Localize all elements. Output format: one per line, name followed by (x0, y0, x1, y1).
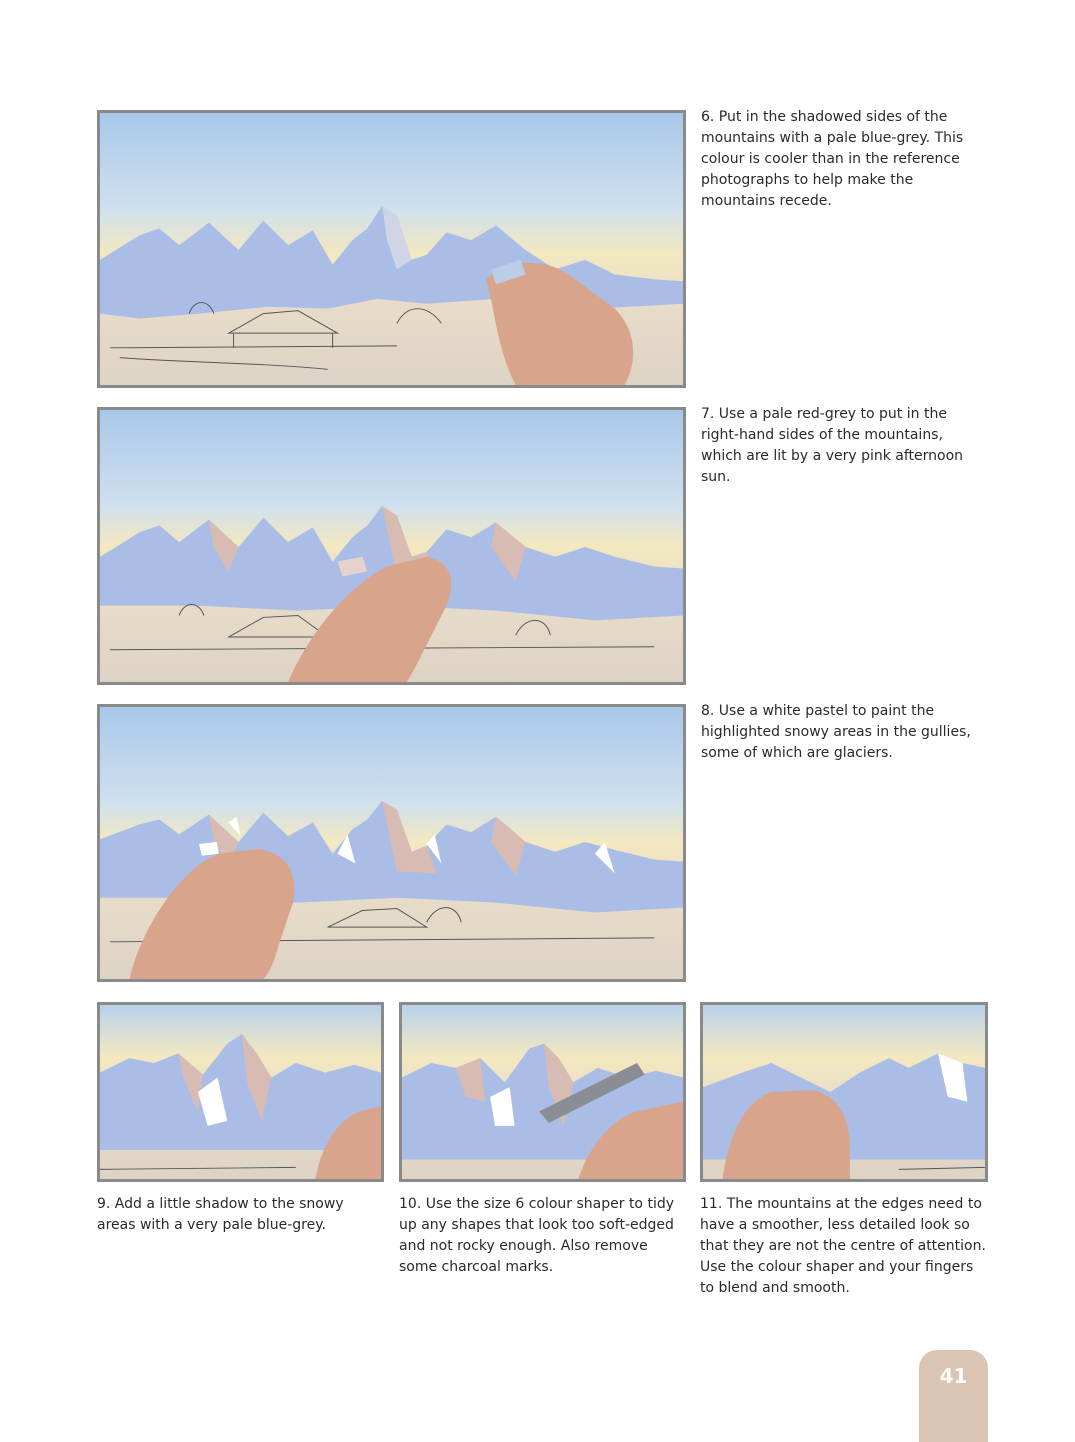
step-6-caption: 6. Put in the shadowed sides of the mountains with a pale blue-grey. This colour is cooler than in the reference photographs to help make the mountains recede. (701, 109, 964, 209)
step-7-caption: 7. Use a pale red-grey to put in the right-hand sides of the mountains, which are lit by a very pink afternoon sun. (701, 406, 964, 485)
step-10-caption: 10. Use the size 6 colour shaper to tidy up any shapes that look too soft-edged and not rocky enough. Also remove some charcoal marks. (399, 1196, 675, 1275)
step-8-painting (100, 707, 683, 979)
step-11-caption: 11. The mountains at the edges need to have a smoother, less detailed look so that they are not the centre of attention. Use the colour shaper and your fingers to blend and smooth. (700, 1196, 986, 1296)
step-9-photo (97, 1002, 384, 1182)
step-11-painting (703, 1005, 985, 1179)
step-9-painting (100, 1005, 381, 1179)
step-7-photo (97, 407, 686, 685)
page-number-tab (919, 1350, 988, 1442)
step-8-caption: 8. Use a white pastel to paint the highlighted snowy areas in the gullies, some of which are glaciers. (701, 703, 971, 761)
step-7-painting (100, 410, 683, 682)
step-10-painting (402, 1005, 683, 1179)
step-10-photo (399, 1002, 686, 1182)
step-6-painting (100, 113, 683, 385)
step-6-photo (97, 110, 686, 388)
step-9-caption: 9. Add a little shadow to the snowy areas with a very pale blue-grey. (97, 1196, 344, 1233)
page-number: 41 (939, 1364, 968, 1388)
step-8-photo (97, 704, 686, 982)
step-11-photo (700, 1002, 988, 1182)
pastel-stick (199, 842, 219, 856)
